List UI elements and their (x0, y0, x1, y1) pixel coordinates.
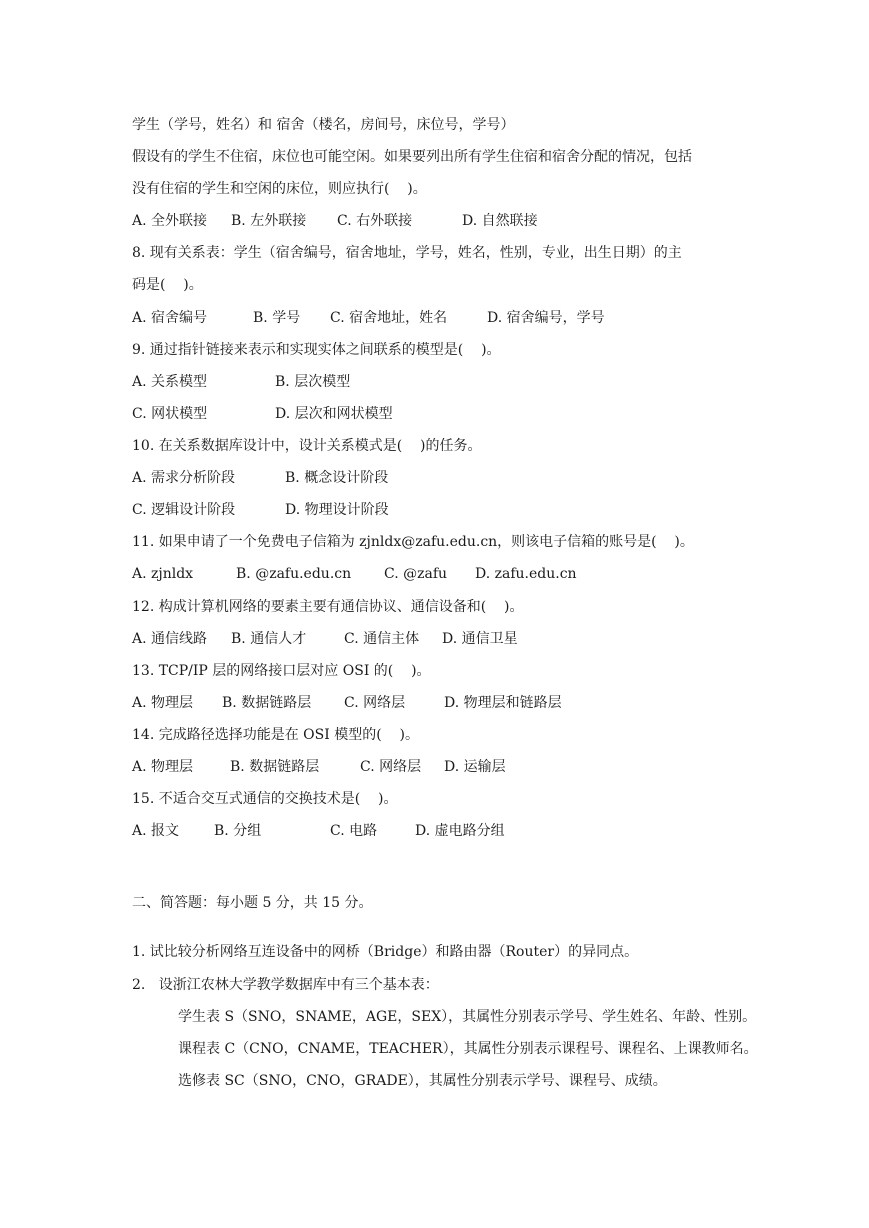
table-s-description: 学生表 S（SNO，SNAME，AGE，SEX），其属性分别表示学号、学生姓名、年龄、性别。 (178, 1009, 757, 1025)
q8-question-line: 8. 现有关系表：学生（宿舍编号，宿舍地址，学号，姓名，性别，专业，出生日期）的主 (132, 245, 682, 261)
q11-option-c: C. @zafu (384, 566, 448, 582)
q8-option-d: D. 宿舍编号，学号 (487, 310, 605, 326)
q13-option-d: D. 物理层和链路层 (444, 695, 562, 711)
q13-option-c: C. 网络层 (344, 695, 406, 711)
section2-item-2: 2. 设浙江农林大学教学数据库中有三个基本表： (132, 977, 439, 993)
q11-options (132, 564, 577, 584)
q7-option-b: B. 左外联接 (231, 213, 307, 229)
q10-options-row1 (132, 468, 388, 488)
q14-option-d: D. 运输层 (444, 759, 506, 775)
q10-options-row2 (132, 500, 389, 520)
q11-option-a: A. zjnldx (132, 566, 194, 582)
q13-options (132, 693, 562, 713)
q7-question-line: 假设有的学生不住宿，床位也可能空闲。如果要列出所有学生住宿和宿舍分配的情况，包括 (132, 149, 692, 165)
q14-option-c: C. 网络层 (360, 759, 422, 775)
q11-option-d: D. zafu.edu.cn (475, 566, 577, 582)
q14-option-b: B. 数据链路层 (230, 759, 320, 775)
q13-option-a: A. 物理层 (132, 695, 194, 711)
q10-option-d: D. 物理设计阶段 (285, 502, 389, 518)
q12-option-a: A. 通信线路 (132, 631, 208, 647)
q8-option-a: A. 宿舍编号 (132, 310, 208, 326)
section2-heading: 二、简答题：每小题 5 分，共 15 分。 (132, 895, 373, 911)
q8-option-c: C. 宿舍地址，姓名 (330, 310, 448, 326)
q15-option-b: B. 分组 (214, 823, 262, 839)
q8-option-b: B. 学号 (253, 310, 301, 326)
q9-options-row1 (132, 372, 350, 392)
q7-relations-line: 学生（学号，姓名）和 宿舍（楼名，房间号，床位号，学号） (132, 117, 515, 133)
q7-option-a: A. 全外联接 (132, 213, 208, 229)
q9-option-a: A. 关系模型 (132, 374, 208, 390)
q9-option-d: D. 层次和网状模型 (275, 406, 393, 422)
q12-question-line: 12. 构成计算机网络的要素主要有通信协议、通信设备和( )。 (132, 599, 524, 615)
q14-option-a: A. 物理层 (132, 759, 194, 775)
q13-question-line: 13. TCP/IP 层的网络接口层对应 OSI 的( )。 (132, 663, 431, 679)
q8-question-line-2: 码是( )。 (132, 277, 203, 293)
q15-options (132, 821, 505, 841)
q9-question-line: 9. 通过指针链接来表示和实现实体之间联系的模型是( )。 (132, 342, 501, 358)
q12-options (132, 629, 518, 649)
q9-option-b: B. 层次模型 (275, 374, 351, 390)
table-sc-description: 选修表 SC（SNO，CNO，GRADE），其属性分别表示学号、课程号、成绩。 (178, 1073, 667, 1089)
table-c-description: 课程表 C（CNO，CNAME，TEACHER），其属性分别表示课程号、课程名、上课教师名。 (178, 1041, 758, 1057)
q11-question-line: 11. 如果申请了一个免费电子信箱为 zjnldx@zafu.edu.cn，则该电子信箱的账号是( )。 (132, 534, 694, 550)
q7-option-c: C. 右外联接 (337, 213, 413, 229)
section2-item-1: 1. 试比较分析网络互连设备中的网桥（Bridge）和路由器（Router）的异同点。 (132, 944, 639, 960)
q10-option-b: B. 概念设计阶段 (285, 470, 389, 486)
q7-question-line-2: 没有住宿的学生和空闲的床位，则应执行( )。 (132, 181, 427, 197)
q15-option-d: D. 虚电路分组 (415, 823, 505, 839)
q9-options-row2 (132, 404, 393, 424)
q7-option-d: D. 自然联接 (462, 213, 538, 229)
q10-option-c: C. 逻辑设计阶段 (132, 502, 236, 518)
q15-option-c: C. 电路 (330, 823, 378, 839)
q10-option-a: A. 需求分析阶段 (132, 470, 236, 486)
q12-option-b: B. 通信人才 (231, 631, 307, 647)
q14-options (132, 757, 506, 777)
q14-question-line: 14. 完成路径选择功能是在 OSI 模型的( )。 (132, 727, 419, 743)
q8-options (132, 308, 605, 328)
q12-option-d: D. 通信卫星 (442, 631, 518, 647)
q9-option-c: C. 网状模型 (132, 406, 208, 422)
q15-question-line: 15. 不适合交互式通信的交换技术是( )。 (132, 791, 398, 807)
q11-option-b: B. @zafu.edu.cn (236, 566, 352, 582)
q12-option-c: C. 通信主体 (344, 631, 420, 647)
q13-option-b: B. 数据链路层 (222, 695, 312, 711)
q15-option-a: A. 报文 (132, 823, 180, 839)
q7-options (132, 211, 538, 231)
q10-question-line: 10. 在关系数据库设计中，设计关系模式是( )的任务。 (132, 438, 482, 454)
